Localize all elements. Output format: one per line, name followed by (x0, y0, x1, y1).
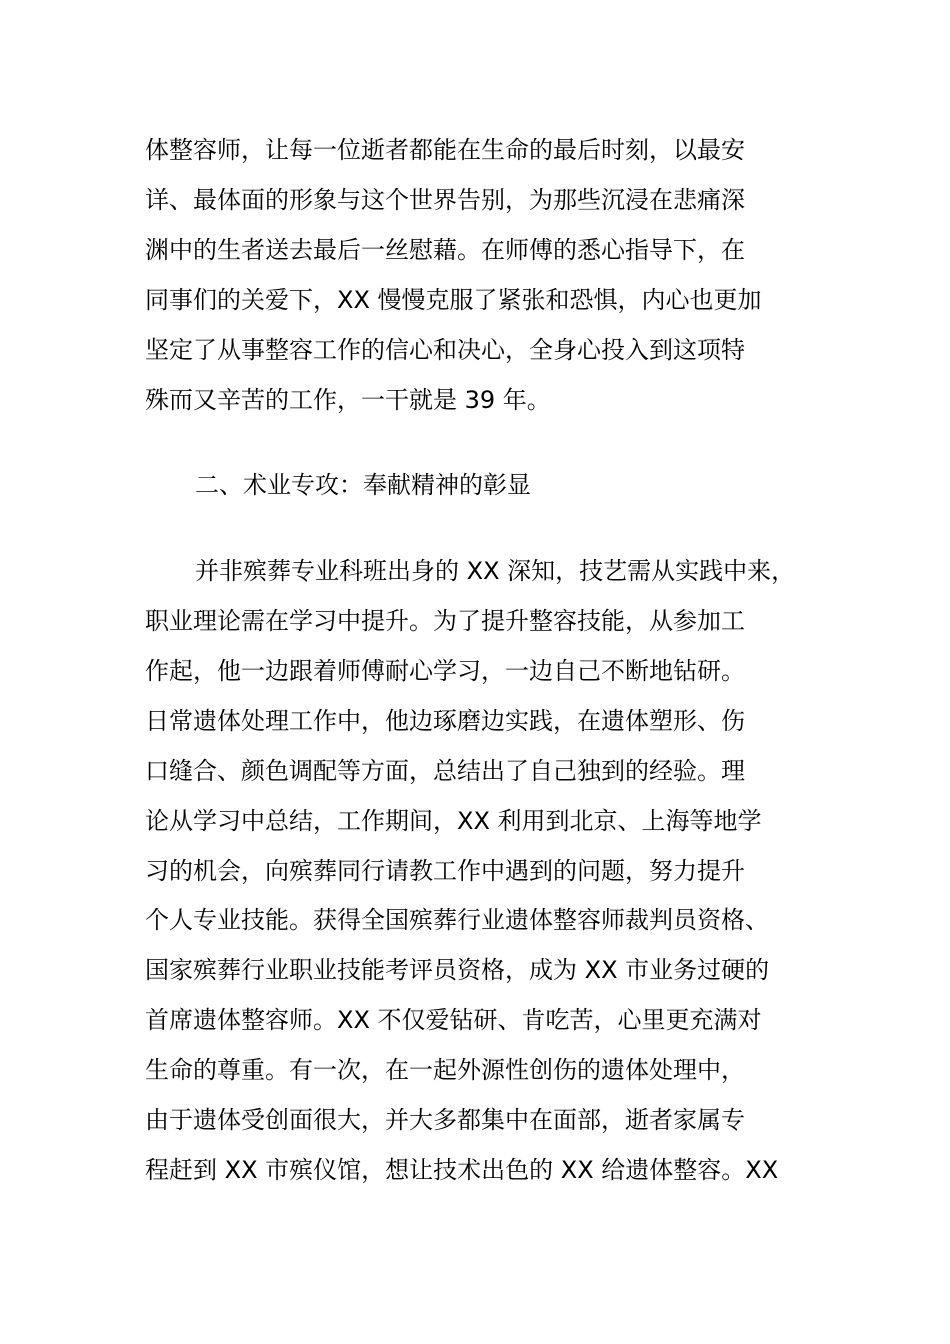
paragraph-2-line-13: 程赶到 XX 市殡仪馆，想让技术出色的 XX 给遗体整容。XX (145, 1156, 779, 1184)
paragraph-1-line-3: 渊中的生者送去最后一丝慰藉。在师傅的悉心指导下，在 (145, 236, 745, 264)
paragraph-1-line-6: 殊而又辛苦的工作，一干就是 39 年。 (145, 386, 551, 414)
paragraph-1-line-2: 详、最体面的形象与这个世界告别，为那些沉浸在悲痛深 (145, 186, 745, 214)
paragraph-2-line-7: 习的机会，向殡葬同行请教工作中遇到的问题，努力提升 (145, 857, 745, 885)
paragraph-2-line-12: 由于遗体受创面很大，并大多都集中在面部，逝者家属专 (145, 1106, 745, 1134)
paragraph-2-line-6: 论从学习中总结，工作期间，XX 利用到北京、上海等地学 (145, 807, 762, 835)
section-heading: 二、术业专攻：奉献精神的彰显 (195, 471, 531, 499)
paragraph-2-line-8: 个人专业技能。获得全国殡葬行业遗体整容师裁判员资格、 (145, 906, 769, 934)
paragraph-2-line-11: 生命的尊重。有一次，在一起外源性创伤的遗体处理中， (145, 1056, 745, 1084)
paragraph-2-line-10: 首席遗体整容师。XX 不仅爱钻研、肯吃苦，心里更充满对 (145, 1006, 762, 1034)
paragraph-2-line-4: 日常遗体处理工作中，他边琢磨边实践，在遗体塑形、伤 (145, 707, 745, 735)
paragraph-1-line-4: 同事们的关爱下，XX 慢慢克服了紧张和恐惧，内心也更加 (145, 286, 762, 314)
paragraph-2-line-2: 职业理论需在学习中提升。为了提升整容技能，从参加工 (145, 607, 745, 635)
paragraph-1-line-1: 体整容师，让每一位逝者都能在生命的最后时刻，以最安 (145, 136, 745, 164)
paragraph-2-line-5: 口缝合、颜色调配等方面，总结出了自己独到的经验。理 (145, 757, 745, 785)
paragraph-2-line-3: 作起，他一边跟着师傅耐心学习，一边自己不断地钻研。 (145, 657, 745, 685)
paragraph-2-line-9: 国家殡葬行业职业技能考评员资格，成为 XX 市业务过硬的 (145, 956, 770, 984)
paragraph-2-line-1: 并非殡葬专业科班出身的 XX 深知，技艺需从实践中来， (195, 557, 796, 585)
paragraph-1-line-5: 坚定了从事整容工作的信心和决心，全身心投入到这项特 (145, 336, 745, 364)
